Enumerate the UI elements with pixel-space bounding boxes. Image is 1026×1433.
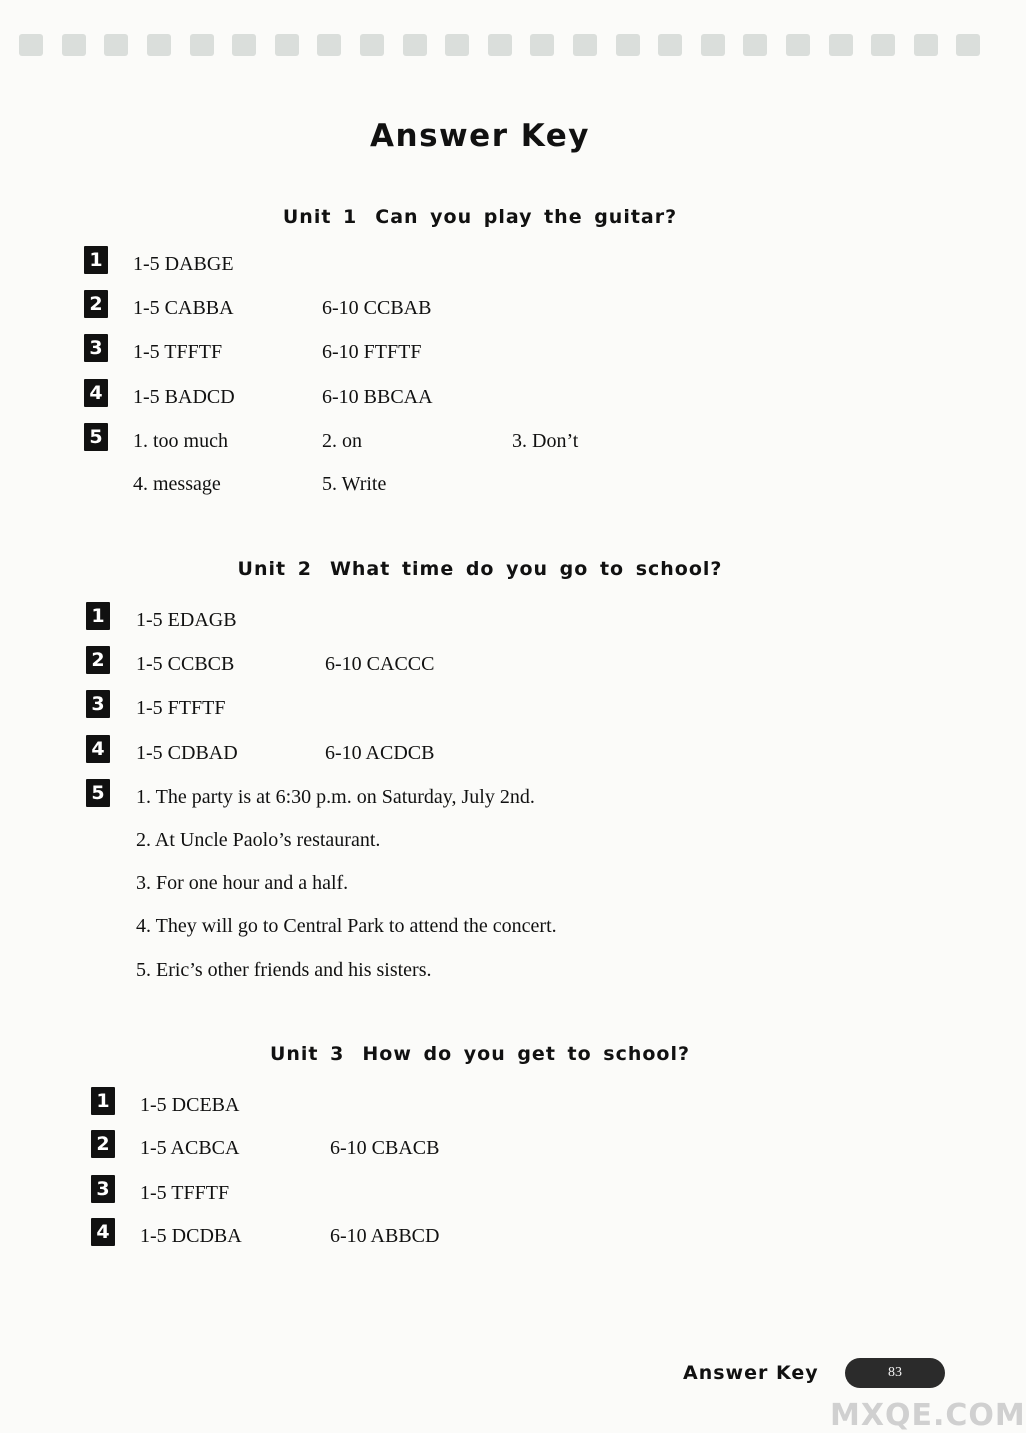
section-number-badge: 3 [91,1175,115,1203]
answer-text: 5. Write [322,473,387,495]
answer-text: 1-5 BADCD [133,386,235,408]
unit-2-heading [0,558,960,580]
unit-1-heading [0,206,960,228]
section-number-badge: 3 [84,334,108,362]
section-number-badge: 1 [86,602,110,630]
unit-3-heading [0,1043,960,1065]
answer-text: 1-5 DABGE [133,253,234,275]
answer-text: 1-5 EDAGB [136,609,237,631]
answer-text: 6-10 CBACB [330,1137,440,1159]
section-number-badge: 1 [91,1087,115,1115]
answer-text: 6-10 ABBCD [330,1225,440,1247]
answer-text: 6-10 BBCAA [322,386,433,408]
answer-text: 1-5 TFFTF [133,341,223,363]
answer-text: 1-5 ACBCA [140,1137,240,1159]
answer-text: 3. Don’t [512,430,579,452]
answer-text: 1-5 DCEBA [140,1094,240,1116]
unit-3-name: How do you get to school? [362,1043,691,1065]
section-number-badge: 4 [86,735,110,763]
answer-text: 3. For one hour and a half. [136,872,349,894]
unit-2-number: Unit 2 [237,558,312,580]
section-number-badge: 2 [84,290,108,318]
section-number-badge: 4 [91,1218,115,1246]
answer-text: 2. on [322,430,362,452]
answer-text: 1-5 FTFTF [136,697,226,719]
unit-2-name: What time do you go to school? [329,558,723,580]
answer-text: 1. too much [133,430,228,452]
answer-text: 1-5 TFFTF [140,1182,230,1204]
answer-text: 6-10 FTFTF [322,341,422,363]
answer-text: 6-10 ACDCB [325,742,435,764]
answer-text: 6-10 CCBAB [322,297,432,319]
answer-text: 1-5 CCBCB [136,653,235,675]
unit-1-name: Can you play the guitar? [375,206,678,228]
section-number-badge: 5 [84,423,108,451]
answer-text: 1-5 CABBA [133,297,234,319]
section-number-badge: 5 [86,779,110,807]
section-number-badge: 4 [84,379,108,407]
unit-1-number: Unit 1 [282,206,358,228]
answer-text: 2. At Uncle Paolo’s restaurant. [136,829,381,851]
answer-text: 1-5 DCDBA [140,1225,242,1247]
section-number-badge: 2 [91,1130,115,1158]
answer-text: 6-10 CACCC [325,653,435,675]
footer-label: Answer Key [683,1362,819,1384]
watermark: MXQE.COM [830,1398,1026,1433]
page-title: Answer Key [370,118,590,154]
page-number: 83 [845,1358,945,1388]
section-number-badge: 3 [86,690,110,718]
answer-text: 1-5 CDBAD [136,742,238,764]
unit-3-number: Unit 3 [269,1043,345,1065]
answer-text: 4. message [133,473,221,495]
answer-text: 5. Eric’s other friends and his sisters. [136,959,432,981]
section-number-badge: 2 [86,646,110,674]
decorative-top-strip [0,28,1000,62]
answer-text: 1. The party is at 6:30 p.m. on Saturday, July 2nd. [136,786,535,808]
section-number-badge: 1 [84,246,108,274]
answer-text: 4. They will go to Central Park to attend the concert. [136,915,557,937]
